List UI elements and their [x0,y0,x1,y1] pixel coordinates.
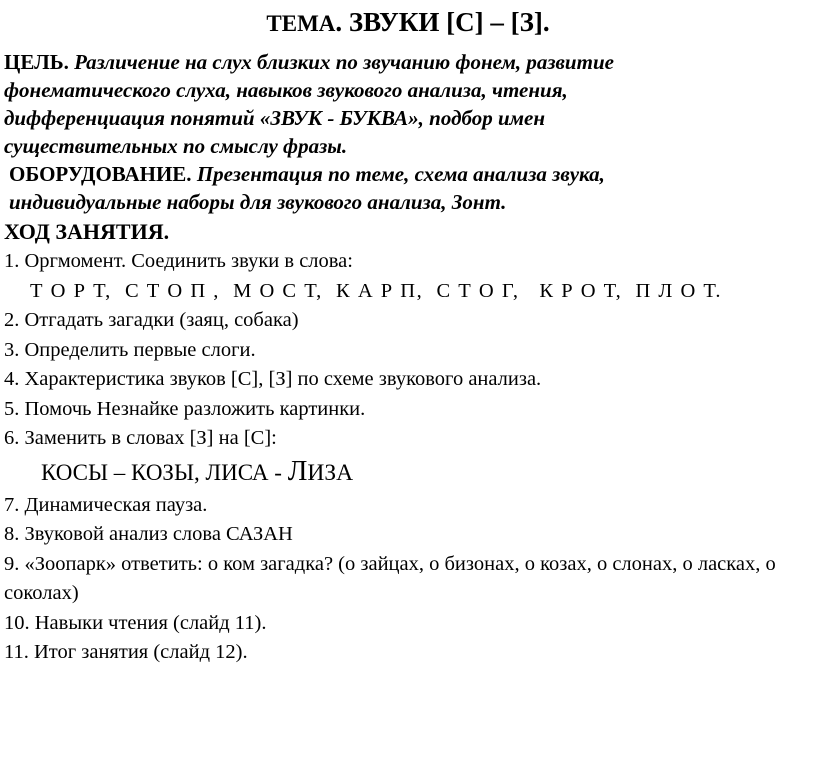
goal-paragraph [4,48,712,160]
liza-initial: Л [287,454,308,487]
list-item-11: 11. Итог занятия (слайд 12). [4,641,248,663]
list-item-1: 1. Оргмомент. Соединить звуки в слова: [4,250,353,272]
list-item-4: 4. Характеристика звуков [С], [З] по схеме звукового анализа. [4,368,542,390]
equipment-paragraph [4,160,709,216]
list-item-6: 6. Заменить в словах [З] на [С]: [4,427,277,449]
procedure-heading: ХОД ЗАНЯТИЯ. [4,219,170,244]
goal-text: Различение на слух близких по звучанию фонем, развитие фонематического слуха, навыков звукового анализа, чтения, дифференциация понятий «ЗВУК - БУКВА», подбор имен существительных по смыслу фразы. [4,50,614,158]
list-item-10: 10. Навыки чтения (слайд 11). [4,611,267,634]
title-main: . ЗВУКИ [С] – [З]. [335,7,550,37]
list-item-5: 5. Помочь Незнайке разложить картинки. [4,397,366,420]
spaced-words-line: Т О Р Т, С Т О П , М О С Т, К А Р П, С Т О Г, К Р О Т, П Л О Т. [30,279,722,302]
equipment-label: ОБОРУДОВАНИЕ. [9,162,192,186]
list-item-7: 7. Динамическая пауза. [4,493,208,516]
list-item-9: 9. «Зоопарк» ответить: о ком загадка? (о зайцах, о бизонах, о козах, о слонах, о ласках, о соколах) [4,552,781,604]
lesson-steps-list [4,247,812,668]
list-item-2: 2. Отгадать загадки (заяц, собака) [4,309,299,331]
page-title [4,6,812,40]
word-pairs-line [4,454,812,491]
list-item-3: 3. Определить первые слоги. [4,338,256,361]
list-item-8: 8. Звуковой анализ слова САЗАН [4,523,293,545]
title-prefix: ТЕМА [266,11,336,36]
goal-label: ЦЕЛЬ. [4,50,69,74]
equipment-text: Презентация по теме, схема анализа звука, индивидуальные наборы для звукового анализа, Зонт. [9,162,605,214]
word-pairs-prefix: КОСЫ – КОЗЫ, ЛИСА - [41,459,288,485]
liza-rest: ИЗА [307,459,354,486]
